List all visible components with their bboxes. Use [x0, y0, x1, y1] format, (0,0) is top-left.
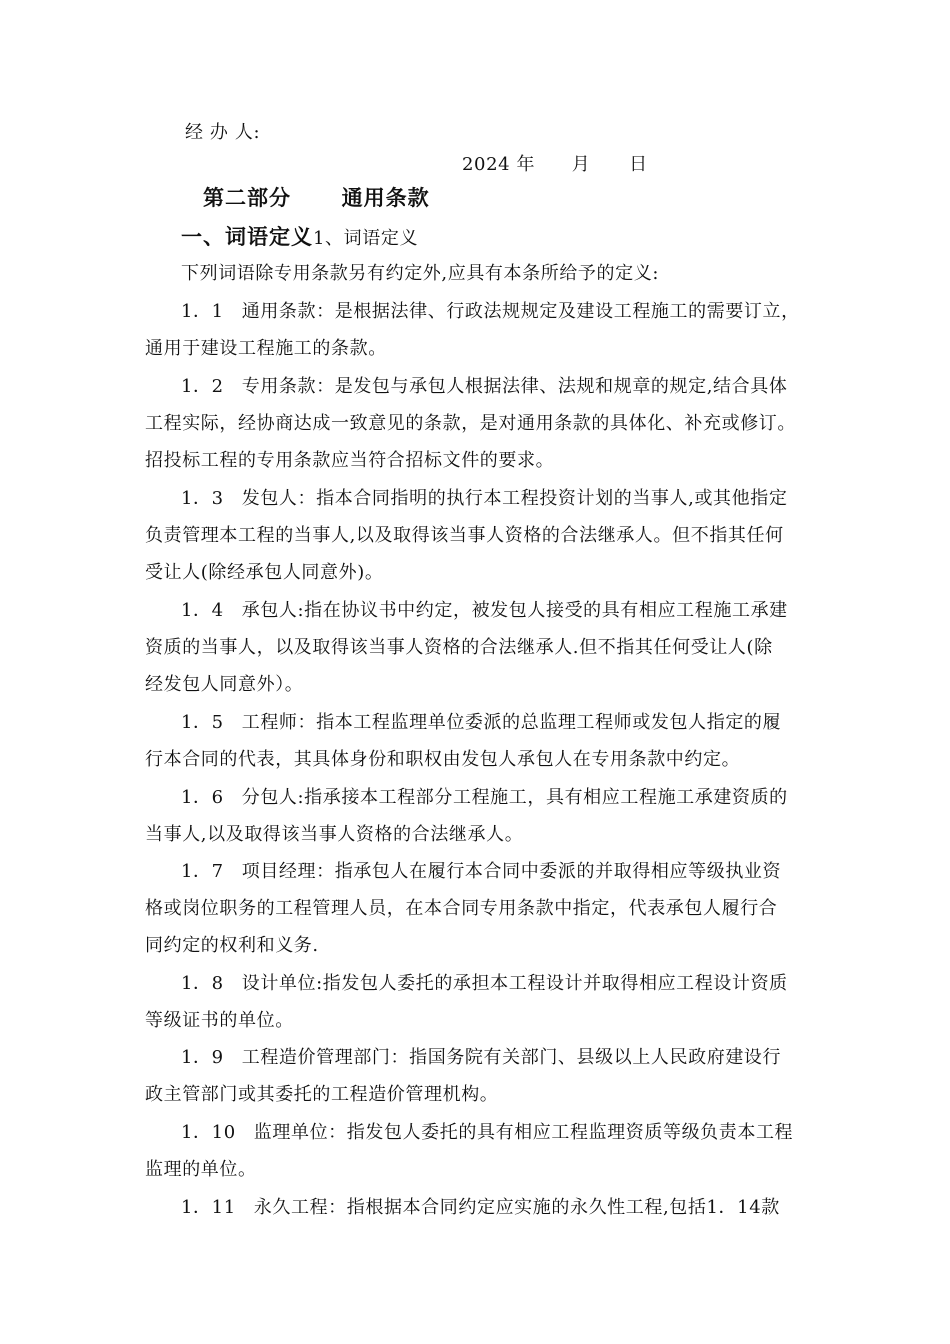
clause-line: 通用于建设工程施工的条款。	[145, 338, 387, 359]
part-number: 第二部分	[203, 186, 291, 210]
clause-number: 1．6	[181, 787, 224, 808]
clause-1-4-first-line: 1．4 承包人:指在协议书中约定，被发包人接受的具有相应工程施工承建	[181, 600, 788, 621]
clause-number: 1．7	[181, 861, 224, 882]
clause-line: 监理的单位。	[145, 1159, 257, 1180]
clause-1-9-first-line: 1．9 工程造价管理部门：指国务院有关部门、县级以上人民政府建设行	[181, 1047, 782, 1068]
clause-1-6-first-line: 1．6 分包人:指承接本工程部分工程施工，具有相应工程施工承建资质的	[181, 787, 788, 808]
section-subtitle: 1、词语定义	[313, 228, 419, 249]
clause-line: 受让人(除经承包人同意外)。	[145, 562, 384, 583]
clause-line: 经发包人同意外）。	[145, 674, 304, 695]
clause-number: 1．9	[181, 1047, 224, 1068]
part-title	[203, 186, 430, 210]
clause-line: 等级证书的单位。	[145, 1010, 294, 1031]
clause-number: 1．8	[181, 973, 224, 994]
clause-1-2-first-line: 1．2 专用条款：是发包与承包人根据法律、法规和规章的规定,结合具体	[181, 376, 788, 397]
date-month: 月	[571, 154, 591, 175]
clause-line: 招投标工程的专用条款应当符合招标文件的要求。	[145, 450, 555, 471]
part-name: 通用条款	[341, 186, 430, 210]
clause-line: 行本合同的代表，其具体身份和职权由发包人承包人在专用条款中约定。	[145, 749, 741, 770]
clause-1-7-first-line: 1．7 项目经理：指承包人在履行本合同中委派的并取得相应等级执业资	[181, 861, 782, 882]
clause-1-11-first-line: 1．11 永久工程：指根据本合同约定应实施的永久性工程,包括1．14款	[181, 1197, 780, 1218]
clause-line: 政主管部门或其委托的工程造价管理机构。	[145, 1084, 499, 1105]
section-title: 一、词语定义	[181, 225, 313, 249]
clause-1-1-first-line: 1．1 通用条款：是根据法律、行政法规规定及建设工程施工的需要订立，	[181, 301, 800, 322]
clause-number: 1．1	[181, 301, 224, 322]
clause-1-8-first-line: 1．8 设计单位:指发包人委托的承担本工程设计并取得相应工程设计资质	[181, 973, 788, 994]
clause-line: 工程实际，经协商达成一致意见的条款，是对通用条款的具体化、补充或修订。	[145, 413, 796, 434]
clause-number: 1．11	[181, 1197, 236, 1218]
clause-line: 格或岗位职务的工程管理人员，在本合同专用条款中指定，代表承包人履行合	[145, 898, 778, 919]
clause-line: 同约定的权利和义务.	[145, 935, 319, 956]
clause-line: 负责管理本工程的当事人,以及取得该当事人资格的合法继承人。但不指其任何	[145, 525, 784, 546]
section-heading	[181, 225, 418, 251]
clause-number: 1．5	[181, 712, 224, 733]
clause-1-10-first-line: 1．10 监理单位：指发包人委托的具有相应工程监理资质等级负责本工程	[181, 1122, 794, 1143]
clause-number: 1．4	[181, 600, 224, 621]
clause-number: 1．2	[181, 376, 224, 397]
clause-line: 资质的当事人，以及取得该当事人资格的合法继承人.但不指其任何受让人(除	[145, 637, 773, 658]
handler-label: 经 办 人:	[185, 122, 261, 143]
section-intro: 下列词语除专用条款另有约定外,应具有本条所给予的定义:	[181, 263, 659, 284]
clause-1-3-first-line: 1．3 发包人：指本合同指明的执行本工程投资计划的当事人,或其他指定	[181, 488, 788, 509]
clause-number: 1．10	[181, 1122, 236, 1143]
date-day: 日	[629, 154, 648, 175]
clause-1-5-first-line: 1．5 工程师：指本工程监理单位委派的总监理工程师或发包人指定的履	[181, 712, 782, 733]
clause-number: 1．3	[181, 488, 224, 509]
signature-date	[462, 153, 648, 177]
date-year: 2024 年	[462, 154, 536, 175]
clause-line: 当事人,以及取得该当事人资格的合法继承人。	[145, 824, 524, 845]
